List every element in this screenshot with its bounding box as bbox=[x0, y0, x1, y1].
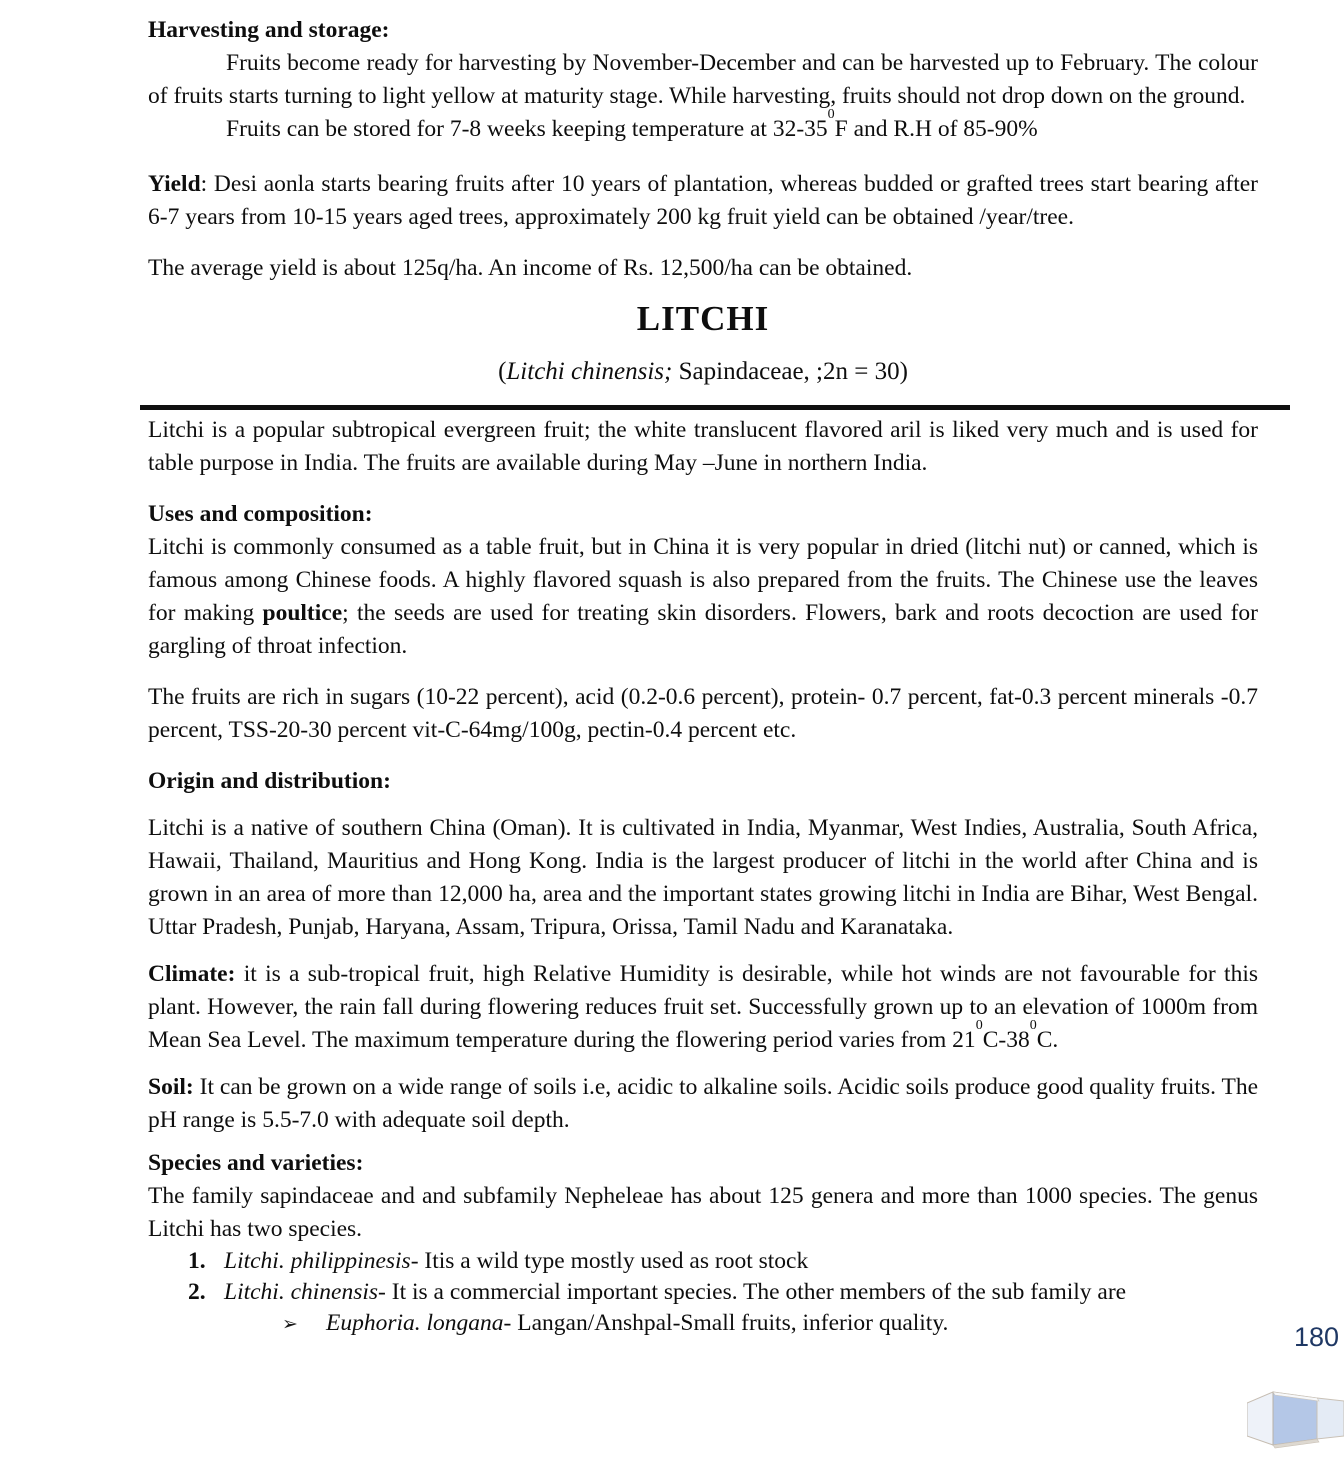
section-heading-species: Species and varieties: bbox=[148, 1150, 364, 1176]
subtitle-latin-name: Litchi chinensis; bbox=[506, 358, 673, 385]
paragraph-harvesting: Fruits become ready for harvesting by November-December and can be harvested up to February. The colour of fruits starts turning to light yellow at maturity stage. While harvesting, fruits should not drop down on the ground. bbox=[148, 50, 1258, 109]
paragraph-average-yield: The average yield is about 125q/ha. An income of Rs. 12,500/ha can be obtained. bbox=[148, 255, 913, 281]
page-number: 180 bbox=[1294, 1322, 1340, 1352]
list-number: 2. bbox=[188, 1279, 206, 1305]
paragraph-intro: Litchi is a popular subtropical evergreen fruit; the white translucent flavored aril is liked very much and is used for table purpose in India. The fruits are available during May –June in northern India. bbox=[148, 417, 1258, 476]
botanical-subtitle bbox=[148, 357, 1258, 387]
paragraph-uses bbox=[148, 531, 1258, 663]
section-heading-uses: Uses and composition: bbox=[148, 501, 373, 527]
list-item bbox=[188, 1277, 1258, 1308]
text-column bbox=[148, 14, 1258, 1340]
3d-box-icon bbox=[1247, 1387, 1344, 1449]
paragraph-origin: Litchi is a native of southern China (Oman). It is cultivated in India, Myanmar, West Indies, Australia, South Africa, Hawaii, Thailand, Mauritius and Hong Kong. India is the largest producer of litchi in the world after China and is grown in an area of more than 12,000 ha, area and the important states growing litchi in India are Bihar, West Bengal. Uttar Pradesh, Punjab, Haryana, Assam, Tripura, Orissa, Tamil Nadu and Karanataka. bbox=[148, 815, 1258, 940]
uses-text-post: ; the seeds are used for treating skin disorders. Flowers, bark and roots decoction are used for gargling of throat infection. bbox=[148, 600, 1259, 659]
storage-text-post: F and R.H of 85-90% bbox=[834, 116, 1038, 142]
yield-text: : Desi aonla starts bearing fruits after 10 years of plantation, whereas budded or grafted trees start bearing after 6-7 years from 10-15 years aged trees, approximately 200 kg fruit yield can be obtained /year/tree. bbox=[148, 171, 1258, 230]
subtitle-open-paren: ( bbox=[498, 358, 507, 385]
paragraph-storage bbox=[148, 107, 1258, 146]
uses-bold-word: poultice bbox=[262, 600, 343, 626]
list-sub-item bbox=[282, 1308, 1258, 1340]
paragraph-composition: The fruits are rich in sugars (10-22 percent), acid (0.2-0.6 percent), protein- 0.7 percent, fat-0.3 percent minerals -0.7 percent, TSS-20-30 percent vit-C-64mg/100g, pectin-0.4 percent etc. bbox=[148, 684, 1258, 743]
paragraph-soil bbox=[148, 1071, 1258, 1137]
climate-label: Climate: bbox=[148, 961, 236, 987]
degree-superscript: 0 bbox=[827, 107, 835, 123]
page-title: LITCHI bbox=[636, 299, 770, 338]
arrowhead-bullet-icon: ➢ bbox=[282, 1314, 298, 1335]
paragraph-species-intro: The family sapindaceae and and subfamily Nepheleae has about 125 genera and more than 1000 species. The genus Litchi has two species. bbox=[148, 1183, 1258, 1242]
list-number: 1. bbox=[188, 1248, 206, 1274]
list-item bbox=[188, 1246, 1258, 1277]
subtitle-family: Sapindaceae, ;2n = 30) bbox=[672, 358, 908, 385]
species-latin-name: Litchi. philippinesis- bbox=[224, 1248, 419, 1274]
storage-text-pre: Fruits can be stored for 7-8 weeks keeping temperature at 32-35 bbox=[226, 116, 828, 142]
species-latin-name: Litchi. chinensis- bbox=[224, 1279, 386, 1305]
species-description: Itis a wild type mostly used as root stock bbox=[418, 1248, 809, 1274]
climate-text-2: C-38 bbox=[982, 1027, 1030, 1053]
paragraph-climate bbox=[148, 958, 1258, 1057]
climate-text-3: C. bbox=[1036, 1027, 1059, 1053]
species-description: Langan/Anshpal-Small fruits, inferior quality. bbox=[511, 1310, 949, 1336]
species-list bbox=[188, 1246, 1258, 1340]
soil-text: It can be grown on a wide range of soils i.e, acidic to alkaline soils. Acidic soils produce good quality fruits. The pH range is 5.5-7.0 with adequate soil depth. bbox=[148, 1074, 1258, 1133]
section-heading-harvesting: Harvesting and storage: bbox=[148, 17, 390, 43]
degree-superscript: 0 bbox=[975, 1018, 983, 1034]
horizontal-rule bbox=[140, 405, 1290, 410]
section-heading-origin: Origin and distribution: bbox=[148, 768, 391, 794]
degree-superscript: 0 bbox=[1029, 1018, 1037, 1034]
species-description: It is a commercial important species. The other members of the sub family are bbox=[385, 1279, 1127, 1305]
yield-label: Yield bbox=[148, 171, 201, 197]
soil-label: Soil: bbox=[148, 1074, 194, 1100]
paragraph-yield bbox=[148, 168, 1258, 234]
species-latin-name: Euphoria. longana- bbox=[326, 1310, 512, 1336]
climate-text-1: it is a sub-tropical fruit, high Relative Humidity is desirable, while hot winds are not favourable for this plant. However, the rain fall during flowering reduces fruit set. Successfully grown up to an elevation of 1000m from Mean Sea Level. The maximum temperature during the flowering period varies from 21 bbox=[148, 961, 1258, 1053]
uses-text-pre: Litchi is commonly consumed as a table fruit, but in China it is very popular in dried (litchi nut) or canned, which is famous among Chinese foods. A highly flavored squash is also prepared from the fruits. The Chinese use the leaves for making bbox=[148, 534, 1258, 626]
